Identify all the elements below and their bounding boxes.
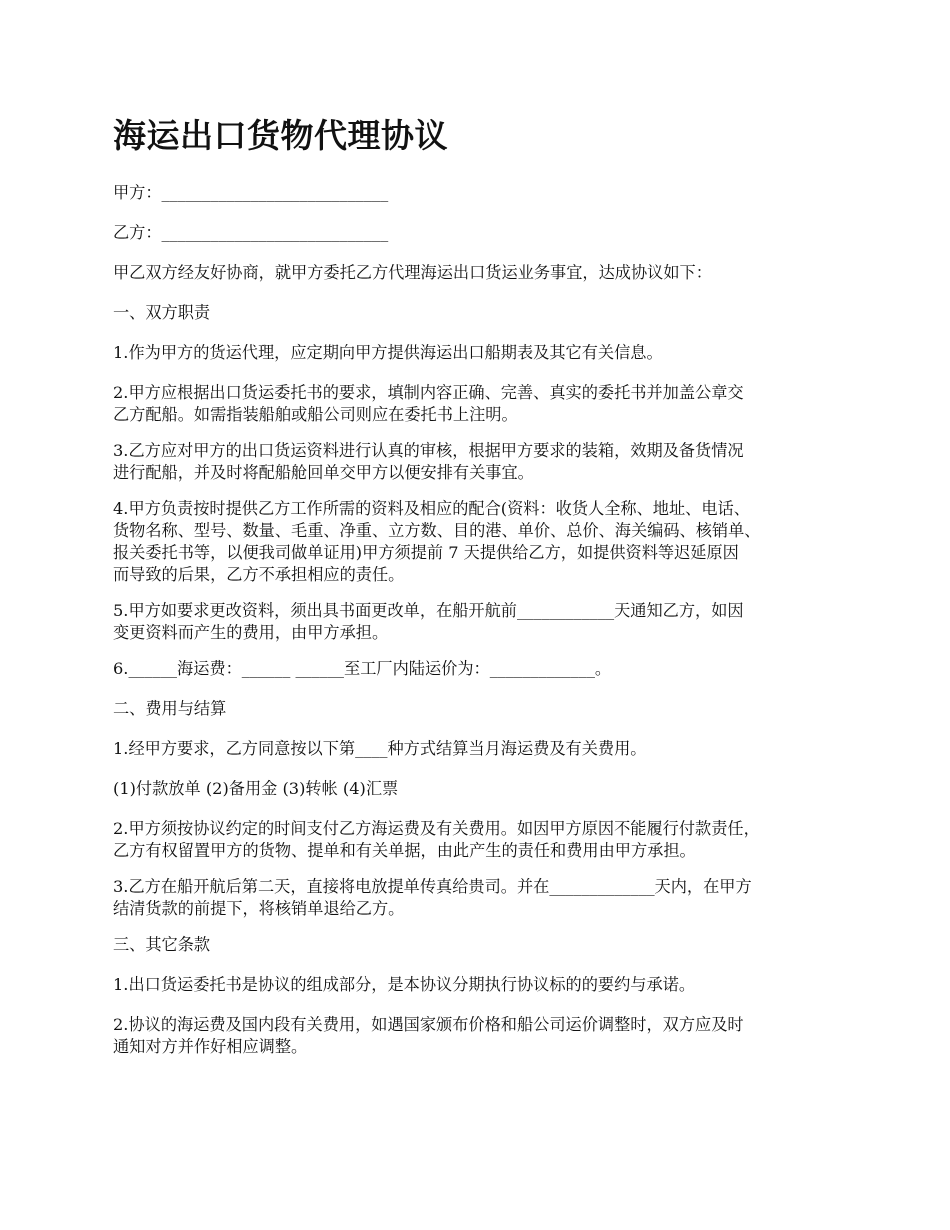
intro-paragraph: 甲乙双方经友好协商，就甲方委托乙方代理海运出口货运业务事宜，达成协议如下：: [113, 263, 712, 282]
section-heading-other: 三、其它条款: [113, 935, 211, 954]
clause-1-4: 4.甲方负责按时提供乙方工作所需的资料及相应的配合(资料：收货人全称、地址、电话、 货物名称、型号、数量、毛重、净重、立方数、目的港、单价、总价、海关编码、核销单、 报关委托书等，以便我司做单证用)甲方须提前 7 天提供给乙方，如提供资料等迟延原因 而导致的后果，乙方不承担相应的责任。: [113, 499, 761, 584]
clause-1-5: 5.甲方如要求更改资料，须出具书面更改单，在船开航前____________天通知乙方，如因 变更资料而产生的费用，由甲方承担。: [113, 601, 744, 642]
party-a-line: 甲方：____________________________: [113, 183, 389, 202]
clause-1-1: 1.作为甲方的货运代理，应定期向甲方提供海运出口船期表及其它有关信息。: [113, 343, 663, 362]
clause-1-6: 6.______海运费：______ ______至工厂内陆运价为：_____________。: [113, 659, 612, 678]
clause-1-2: 2.甲方应根据出口货运委托书的要求，填制内容正确、完善、真实的委托书并加盖公章交 乙方配船。如需指装船舶或船公司则应在委托书上注明。: [113, 383, 744, 424]
clause-3-1: 1.出口货运委托书是协议的组成部分，是本协议分期执行协议标的的要约与承诺。: [113, 975, 696, 994]
document-page: [113, 112, 858, 1072]
clause-2-2: 2.甲方须按协议约定的时间支付乙方海运费及有关费用。如因甲方原因不能履行付款责任， 乙方有权留置甲方的货物、提单和有关单据，由此产生的责任和费用由甲方承担。: [113, 819, 760, 860]
section-heading-fees: 二、费用与结算: [113, 699, 227, 718]
clause-2-1: 1.经甲方要求，乙方同意按以下第____种方式结算当月海运费及有关费用。: [113, 739, 647, 758]
clause-2-options: (1)付款放单 (2)备用金 (3)转帐 (4)汇票: [113, 779, 399, 798]
clause-2-3: 3.乙方在船开航后第二天，直接将电放提单传真给贵司。并在_____________天内，在甲方 结清货款的前提下，将核销单退给乙方。: [113, 877, 752, 918]
party-b-line: 乙方：____________________________: [113, 223, 389, 242]
clause-1-3: 3.乙方应对甲方的出口货运资料进行认真的审核，根据甲方要求的装箱，效期及备货情况 进行配船，并及时将配船舱回单交甲方以便安排有关事宜。: [113, 441, 744, 482]
clause-3-2: 2.协议的海运费及国内段有关费用，如遇国家颁布价格和船公司运价调整时，双方应及时 通知对方并作好相应调整。: [113, 1015, 744, 1056]
section-heading-duties: 一、双方职责: [113, 303, 211, 322]
document-title: 海运出口货物代理协议: [113, 116, 448, 155]
